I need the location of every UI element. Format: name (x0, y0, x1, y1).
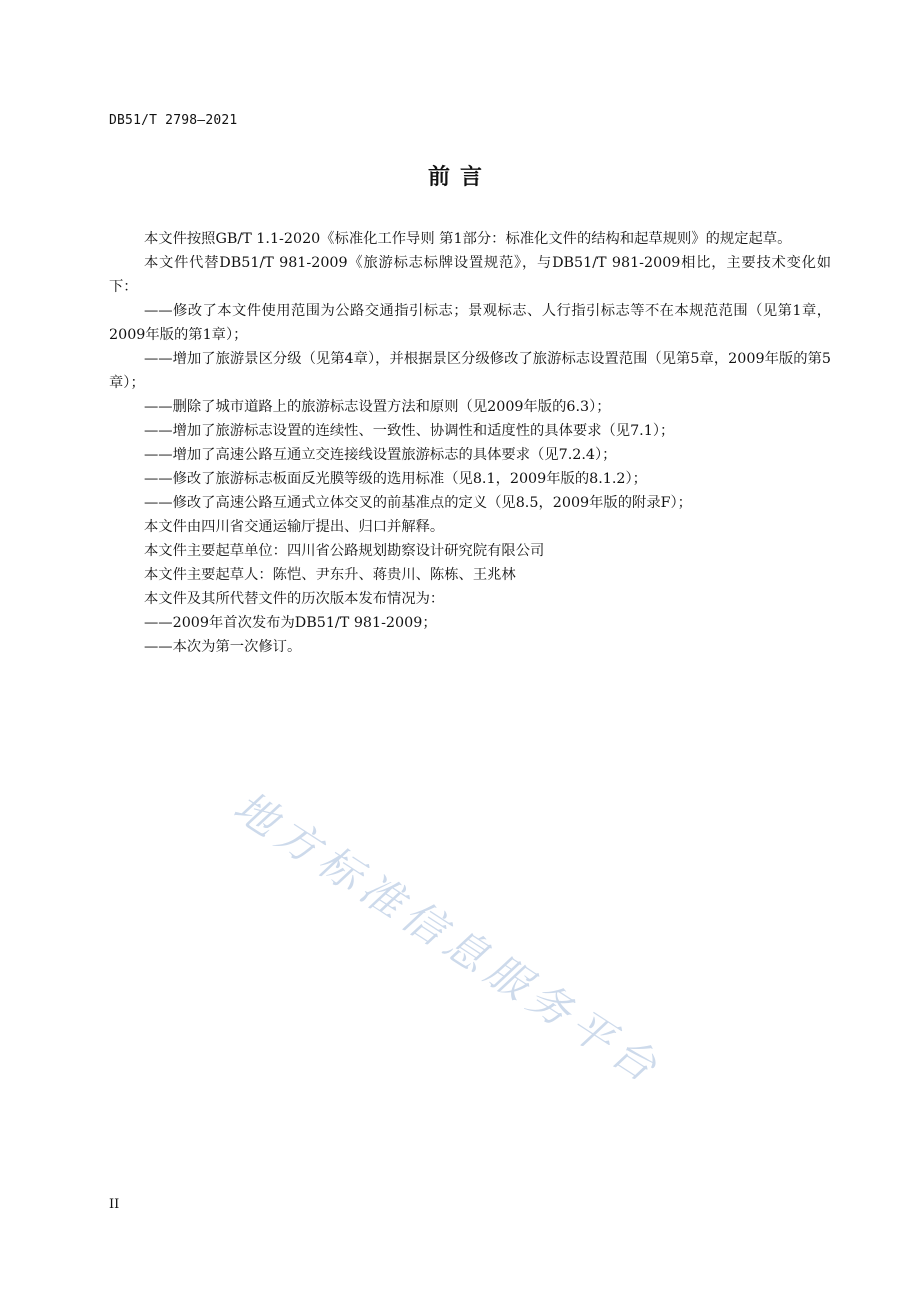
paragraph: 本文件主要起草单位：四川省公路规划勘察设计研究院有限公司 (144, 543, 545, 559)
paragraph: 本文件主要起草人：陈恺、尹东升、蒋贵川、陈栋、王兆林 (144, 567, 516, 583)
paragraph: ——本次为第一次修订。 (144, 639, 302, 655)
page-number: II (109, 1197, 120, 1212)
paragraph: 本文件及其所代替文件的历次版本发布情况为： (144, 591, 445, 607)
watermark: 地方标准信息服务平台 (225, 781, 672, 1095)
paragraph: 本文件由四川省交通运输厅提出、归口并解释。 (144, 519, 445, 535)
paragraph: ——增加了旅游标志设置的连续性、一致性、协调性和适度性的具体要求（见7.1）； (144, 423, 675, 439)
paragraph: 本文件按照GB/T 1.1-2020《标准化工作导则 第1部分：标准化文件的结构和起草规则》的规定起草。 (144, 231, 792, 247)
paragraph: ——修改了高速公路互通式立体交叉的前基准点的定义（见8.5，2009年版的附录F）； (144, 495, 692, 511)
paragraph: ——增加了旅游景区分级（见第4章），并根据景区分级修改了旅游标志设置范围（见第5章，2009年版的第5章）； (109, 351, 831, 391)
paragraph: ——2009年首次发布为DB51/T 981-2009； (144, 615, 437, 631)
paragraph: ——增加了高速公路互通立交连接线设置旅游标志的具体要求（见7.2.4）； (144, 447, 617, 463)
document-code: DB51/T 2798—2021 (109, 113, 238, 128)
paragraph: ——修改了旅游标志板面反光膜等级的选用标准（见8.1，2009年版的8.1.2）； (144, 471, 647, 487)
preface-body (109, 227, 831, 659)
paragraph: ——修改了本文件使用范围为公路交通指引标志；景观标志、人行指引标志等不在本规范范围（见第1章，2009年版的第1章）； (109, 303, 831, 343)
paragraph: ——删除了城市道路上的旅游标志设置方法和原则（见2009年版的6.3）； (144, 399, 611, 415)
page-title: 前言 (427, 165, 492, 190)
paragraph: 本文件代替DB51/T 981-2009《旅游标志标牌设置规范》，与DB51/T 981-2009相比，主要技术变化如下： (109, 255, 831, 295)
